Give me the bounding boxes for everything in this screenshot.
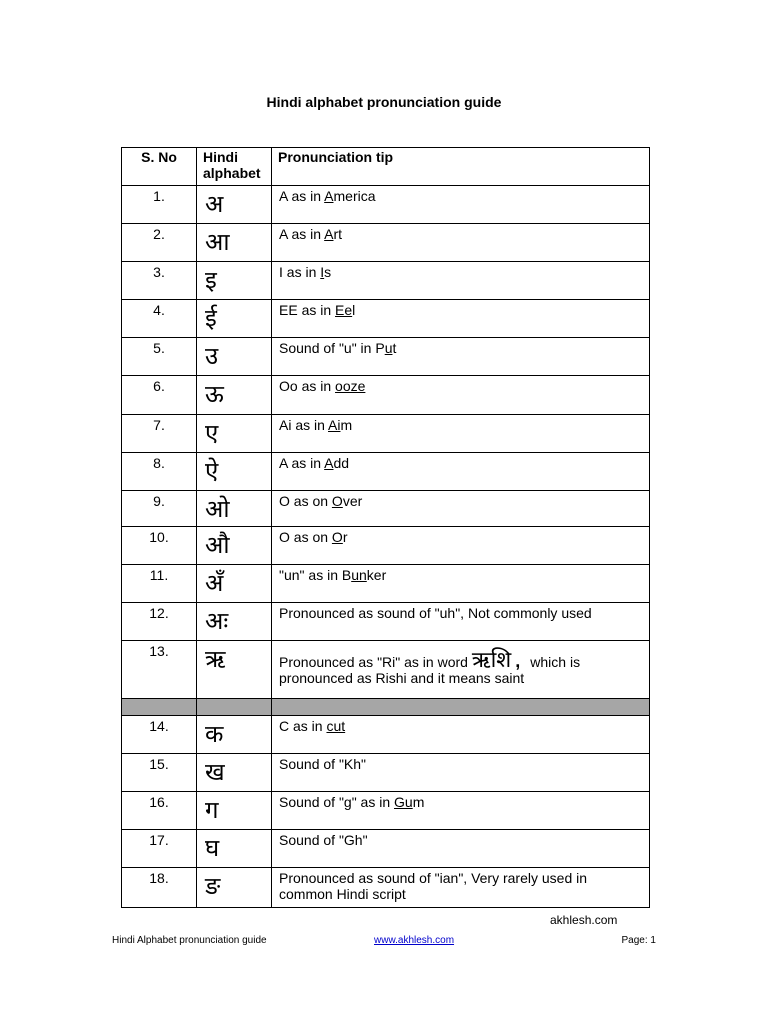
tip-text: t <box>392 340 397 356</box>
serial-number: 6. <box>122 376 197 415</box>
tip-text: r <box>342 529 348 545</box>
serial-number: 5. <box>122 338 197 376</box>
hindi-letter: ए <box>197 415 272 453</box>
table-row <box>122 224 650 262</box>
serial-number: 1. <box>122 186 197 224</box>
hindi-letter: घ <box>197 830 272 868</box>
tip-text: Sound of "u" in P <box>279 340 385 356</box>
table-row <box>122 262 650 300</box>
tip-underlined-text: A <box>324 455 334 471</box>
separator-cell <box>272 699 650 716</box>
footer-link[interactable]: www.akhlesh.com <box>374 935 455 946</box>
separator-cell <box>122 699 197 716</box>
table-row <box>122 186 650 224</box>
tip-underlined-text: u <box>384 340 393 356</box>
hindi-letter: ऊ <box>197 376 272 415</box>
pronunciation-tip <box>272 754 650 792</box>
tip-text: A as in <box>279 226 325 242</box>
pronunciation-table <box>121 147 650 908</box>
hindi-letter: ऐ <box>197 453 272 491</box>
hindi-letter: अः <box>197 603 272 641</box>
document-title: Hindi alphabet pronunciation guide <box>266 94 502 110</box>
tip-text: Sound of "Kh" <box>279 756 367 772</box>
hindi-letter: उ <box>197 338 272 376</box>
tip-text: A as in <box>279 188 325 204</box>
table-row <box>122 868 650 908</box>
tip-underlined-text: O <box>331 529 343 545</box>
pronunciation-tip <box>272 641 650 699</box>
separator-row <box>122 699 650 716</box>
tip-text: Pronounced as "Ri" as in word <box>279 654 468 670</box>
tip-text: which is <box>530 654 581 670</box>
serial-number: 17. <box>122 830 197 868</box>
table-row <box>122 603 650 641</box>
credit-text: akhlesh.com <box>550 913 618 927</box>
separator-cell <box>197 699 272 716</box>
tip-text: rt <box>333 226 343 242</box>
table-row <box>122 792 650 830</box>
tip-text: Sound of "g" as in <box>279 794 395 810</box>
table-row <box>122 565 650 603</box>
table-row <box>122 415 650 453</box>
pronunciation-tip <box>272 603 650 641</box>
tip-text: O as on <box>279 529 332 545</box>
pronunciation-tip <box>272 565 650 603</box>
table-row <box>122 300 650 338</box>
tip-text: A as in <box>279 455 325 471</box>
tip-underlined-text: O <box>331 493 343 509</box>
tip-underlined-text: ooze <box>335 378 366 394</box>
pronunciation-tip <box>272 262 650 300</box>
serial-number: 4. <box>122 300 197 338</box>
serial-number: 8. <box>122 453 197 491</box>
serial-number: 15. <box>122 754 197 792</box>
tip-text: dd <box>333 455 350 471</box>
tip-underlined-text: A <box>324 188 334 204</box>
header-sno: S. No <box>122 148 197 186</box>
tip-text-line2: pronounced as Rishi and it means saint <box>279 670 525 686</box>
pronunciation-tip <box>272 491 650 527</box>
tip-text: Oo as in <box>279 378 336 394</box>
table-header-row <box>122 148 650 186</box>
header-alphabet: Hindi alphabet <box>197 148 272 186</box>
table-row <box>122 376 650 415</box>
table-row <box>122 453 650 491</box>
pronunciation-tip <box>272 527 650 565</box>
pronunciation-tip <box>272 338 650 376</box>
footer-title: Hindi Alphabet pronunciation guide <box>112 935 267 946</box>
table-row <box>122 491 650 527</box>
tip-underlined-text: un <box>351 567 367 583</box>
table-row <box>122 754 650 792</box>
tip-underlined-text: I <box>320 264 325 280</box>
pronunciation-tip <box>272 415 650 453</box>
serial-number: 7. <box>122 415 197 453</box>
serial-number: 2. <box>122 224 197 262</box>
serial-number: 12. <box>122 603 197 641</box>
serial-number: 11. <box>122 565 197 603</box>
serial-number: 14. <box>122 716 197 754</box>
pronunciation-tip <box>272 186 650 224</box>
header-tip: Pronunciation tip <box>272 148 650 186</box>
tip-text: I as in <box>279 264 321 280</box>
tip-text: Ai as in <box>279 417 329 433</box>
tip-text: l <box>352 302 356 318</box>
hindi-letter: औ <box>197 527 272 565</box>
page-footer <box>112 935 656 949</box>
pronunciation-tip <box>272 376 650 415</box>
tip-text: merica <box>333 188 376 204</box>
hindi-letter: ओ <box>197 491 272 527</box>
pronunciation-tip <box>272 453 650 491</box>
tip-underlined-text: Ai <box>328 417 341 433</box>
tip-underlined-text: cut <box>326 718 346 734</box>
tip-text: Pronounced as sound of "uh", Not commonly used <box>279 605 592 621</box>
tip-comma: , <box>515 651 521 671</box>
tip-text: O as on <box>279 493 332 509</box>
tip-text: EE as in <box>279 302 336 318</box>
pronunciation-tip <box>272 868 650 908</box>
pronunciation-tip <box>272 830 650 868</box>
pronunciation-tip <box>272 300 650 338</box>
table-row <box>122 527 650 565</box>
pronunciation-tip <box>272 716 650 754</box>
table-row <box>122 338 650 376</box>
tip-text: s <box>324 264 332 280</box>
hindi-letter: ङ <box>197 868 272 908</box>
serial-number: 16. <box>122 792 197 830</box>
serial-number: 13. <box>122 641 197 699</box>
pronunciation-tip <box>272 224 650 262</box>
hindi-letter: ग <box>197 792 272 830</box>
tip-text: Pronounced as sound of "ian", Very rarely used in common Hindi script <box>279 870 588 902</box>
hindi-letter: ख <box>197 754 272 792</box>
tip-underlined-text: Ee <box>335 302 353 318</box>
serial-number: 3. <box>122 262 197 300</box>
tip-text: m <box>412 794 425 810</box>
hindi-letter: अ <box>197 186 272 224</box>
hindi-letter: ई <box>197 300 272 338</box>
serial-number: 10. <box>122 527 197 565</box>
tip-text: ker <box>366 567 387 583</box>
page-number: Page: 1 <box>621 935 656 946</box>
serial-number: 18. <box>122 868 197 908</box>
table-row <box>122 830 650 868</box>
tip-text: ver <box>342 493 363 509</box>
tip-underlined-text: A <box>324 226 334 242</box>
table-row <box>122 641 650 699</box>
pronunciation-tip <box>272 792 650 830</box>
table-row <box>122 716 650 754</box>
tip-text: "un" as in B <box>279 567 352 583</box>
tip-text: C as in <box>279 718 327 734</box>
example-word: ऋशि <box>471 648 512 673</box>
hindi-letter: इ <box>197 262 272 300</box>
serial-number: 9. <box>122 491 197 527</box>
tip-text: m <box>340 417 353 433</box>
hindi-letter: आ <box>197 224 272 262</box>
hindi-letter: ऋ <box>197 641 272 699</box>
hindi-letter: अँ <box>197 565 272 603</box>
hindi-letter: क <box>197 716 272 754</box>
tip-text: Sound of "Gh" <box>279 832 368 848</box>
tip-underlined-text: Gu <box>394 794 413 810</box>
